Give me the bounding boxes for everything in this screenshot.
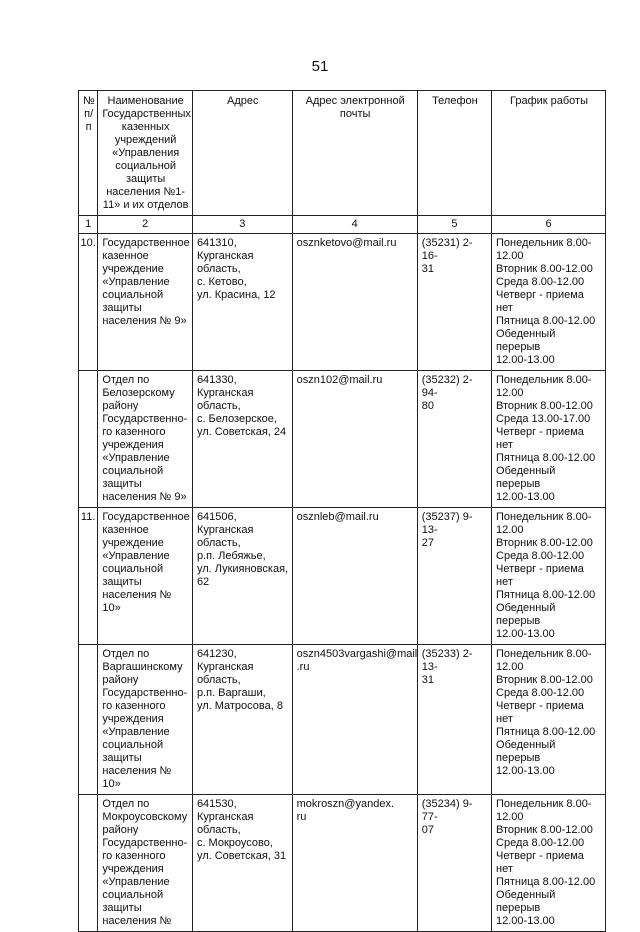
institution-phone: (35237) 9-13- 27 [417,508,491,645]
column-number: 4 [292,216,417,234]
page-number: 51 [311,58,329,75]
institution-schedule: Понедельник 8.00- 12.00 Вторник 8.00-12.00 Среда 8.00-12.00 Четверг - приема нет Пятница 8.00-12.00 Обеденный перерыв 12.00-13.00 [492,795,606,932]
institution-schedule: Понедельник 8.00- 12.00 Вторник 8.00-12.00 Среда 13.00-17.00 Четверг - приема нет Пятница 8.00-12.00 Обеденный перерыв 12.00-13.00 [492,371,606,508]
header-phone: Телефон [417,91,491,216]
institution-address: 641506, Курганская область, р.п. Лебяжье, ул. Лукияновская, 62 [192,508,292,645]
institution-address: 641310, Курганская область, с. Кетово, ул. Красина, 12 [192,234,292,371]
institution-address: 641230, Курганская область, р.п. Варгаши, ул. Матросова, 8 [192,645,292,795]
institution-name: Отдел по Белозерскому району Государственно- го казенного учреждения «Управление социальной защиты населения № 9» [98,371,193,508]
institution-schedule: Понедельник 8.00- 12.00 Вторник 8.00-12.00 Среда 8.00-12.00 Четверг - приема нет Пятница 8.00-12.00 Обеденный перерыв 12.00-13.00 [492,508,606,645]
institution-schedule: Понедельник 8.00- 12.00 Вторник 8.00-12.00 Среда 8.00-12.00 Четверг - приема нет Пятница 8.00-12.00 Обеденный перерыв 12.00-13.00 [492,234,606,371]
table-header-row [79,91,606,216]
row-number: 11. [79,508,98,645]
column-number: 5 [417,216,491,234]
header-name: Наименование Государственных казенных учреждений «Управления социальной защиты населения №1- 11» и их отделов [98,91,193,216]
table-row [79,234,606,371]
column-number: 6 [492,216,606,234]
institution-phone: (35233) 2-13- 31 [417,645,491,795]
institution-email: osznleb@mail.ru [292,508,417,645]
row-number [79,645,98,795]
table-row [79,508,606,645]
institution-name: Отдел по Варгашинскому району Государственно- го казенного учреждения «Управление социальной защиты населения № 10» [98,645,193,795]
header-number: № п/п [79,91,98,216]
header-address: Адрес [192,91,292,216]
table-row [79,645,606,795]
institution-phone: (35231) 2-16- 31 [417,234,491,371]
institution-name: Отдел по Мокроусовскому району Государственно- го казенного учреждения «Управление социальной защиты населения № [98,795,193,932]
table-row [79,371,606,508]
row-number [79,371,98,508]
institution-name: Государственное казенное учреждение «Управление социальной защиты населения № 9» [98,234,193,371]
header-schedule: График работы [492,91,606,216]
column-number-row [79,216,606,234]
institution-email: osznketovo@mail.ru [292,234,417,371]
column-number: 3 [192,216,292,234]
column-number: 1 [79,216,98,234]
institution-name: Государственное казенное учреждение «Управление социальной защиты населения № 10» [98,508,193,645]
institution-address: 641530, Курганская область, с. Мокроусово, ул. Советская, 31 [192,795,292,932]
institution-email: oszn4503vargashi@mail .ru [292,645,417,795]
institutions-table [78,90,606,932]
institution-email: mokroszn@yandex. ru [292,795,417,932]
institution-phone: (35232) 2-94- 80 [417,371,491,508]
row-number: 10. [79,234,98,371]
row-number [79,795,98,932]
institution-phone: (35234) 9-77- 07 [417,795,491,932]
institution-address: 641330, Курганская область, с. Белозерское, ул. Советская, 24 [192,371,292,508]
header-email: Адрес электронной почты [292,91,417,216]
column-number: 2 [98,216,193,234]
institution-schedule: Понедельник 8.00- 12.00 Вторник 8.00-12.00 Среда 8.00-12.00 Четверг - приема нет Пятница 8.00-12.00 Обеденный перерыв 12.00-13.00 [492,645,606,795]
table-row [79,795,606,932]
institution-email: oszn102@mail.ru [292,371,417,508]
